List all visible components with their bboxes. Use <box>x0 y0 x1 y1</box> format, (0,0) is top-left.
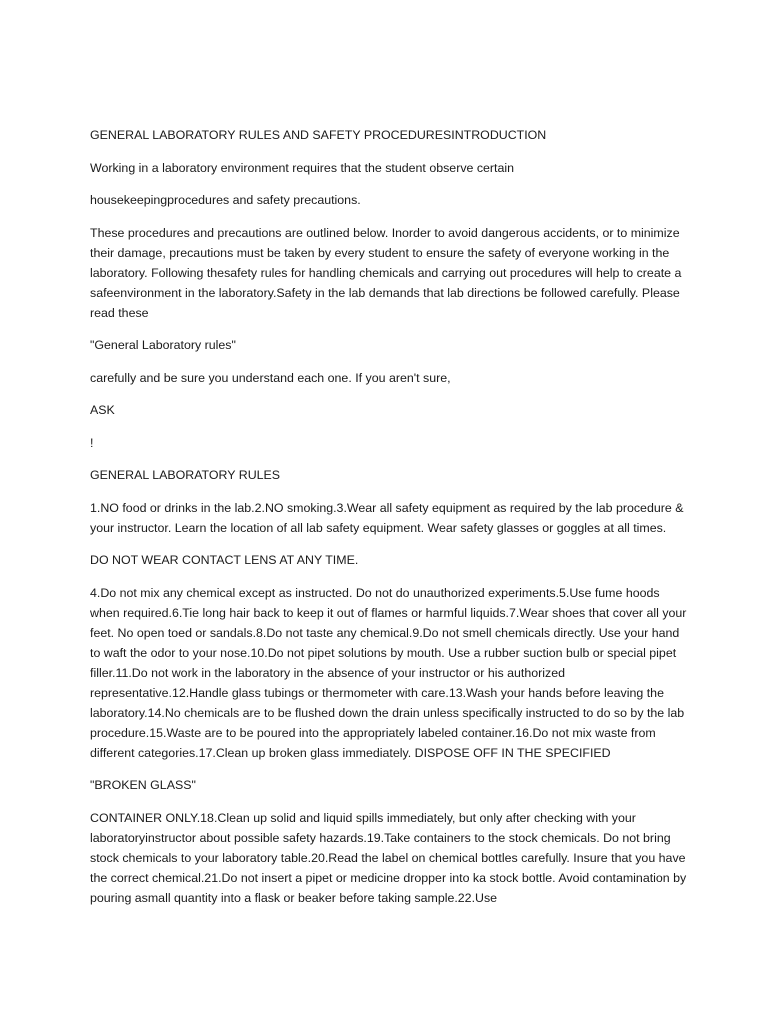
contact-lens-warning: DO NOT WEAR CONTACT LENS AT ANY TIME. <box>90 553 359 567</box>
ask-line: ASK <box>90 403 115 417</box>
understand-line: carefully and be sure you understand each one. If you aren't sure, <box>90 370 451 385</box>
document-title: GENERAL LABORATORY RULES AND SAFETY PROCEDURESINTRODUCTION <box>90 128 547 142</box>
rules-quote: "General Laboratory rules" <box>90 338 236 352</box>
broken-glass-line: "BROKEN GLASS" <box>90 778 196 792</box>
rules-paragraph-2: 4.Do not mix any chemical except as instructed. Do not do unauthorized experiments.5.Use fume hoods when required.6.Tie long hair back to keep it out of flames or harmful liquids.7.Wear shoes that cover all your feet. No open toed or sandals.8.Do not taste any chemical.9.Do not smell chemicals directly. Use your hand to waft the odor to your nose.10.Do not pipet solutions by mouth. Use a rubber suction bulb or special pipet filler.11.Do not work in the laboratory in the absence of your instructor or his authorized representative.12.Handle glass tubings or thermometer with care.13.Wash your hands before leaving the laboratory.14.No chemicals are to be flushed down the drain unless specifically instructed to do so by the lab procedure.15.Waste are to be poured into the appropriately labeled container.16.Do not mix waste from different categories.17.Clean up broken glass immediately. DISPOSE OFF IN THE SPECIFIED <box>90 585 687 760</box>
intro-line-2: housekeepingprocedures and safety precautions. <box>90 193 361 207</box>
section-heading: GENERAL LABORATORY RULES <box>90 468 281 482</box>
intro-paragraph: These procedures and precautions are outlined below. Inorder to avoid dangerous accidents, or to minimize their damage, precautions must be taken by every student to ensure the safety of everyone working in the laboratory. Following thesafety rules for handling chemicals and carrying out procedures will help to create a safeenvironment in the laboratory.Safety in the lab demands that lab directions be followed carefully. Please read these <box>90 225 682 320</box>
document-page <box>90 125 690 920</box>
rules-paragraph-3: CONTAINER ONLY.18.Clean up solid and liquid spills immediately, but only after checking with your laboratoryinstructor about possible safety hazards.19.Take containers to the stock chemicals. Do not bring stock chemicals to your laboratory table.20.Read the label on chemical bottles carefully. Insure that you have the correct chemical.21.Do not insert a pipet or medicine dropper into ka stock bottle. Avoid contamination by pouring asmall quantity into a flask or beaker before taking sample.22.Use <box>90 810 687 905</box>
rules-paragraph-1: 1.NO food or drinks in the lab.2.NO smoking.3.Wear all safety equipment as required by the lab procedure & your instructor. Learn the location of all lab safety equipment. Wear safety glasses or goggles at all times. <box>90 500 684 535</box>
intro-line-1: Working in a laboratory environment requires that the student observe certain <box>90 160 515 175</box>
exclamation-line: ! <box>90 435 94 450</box>
